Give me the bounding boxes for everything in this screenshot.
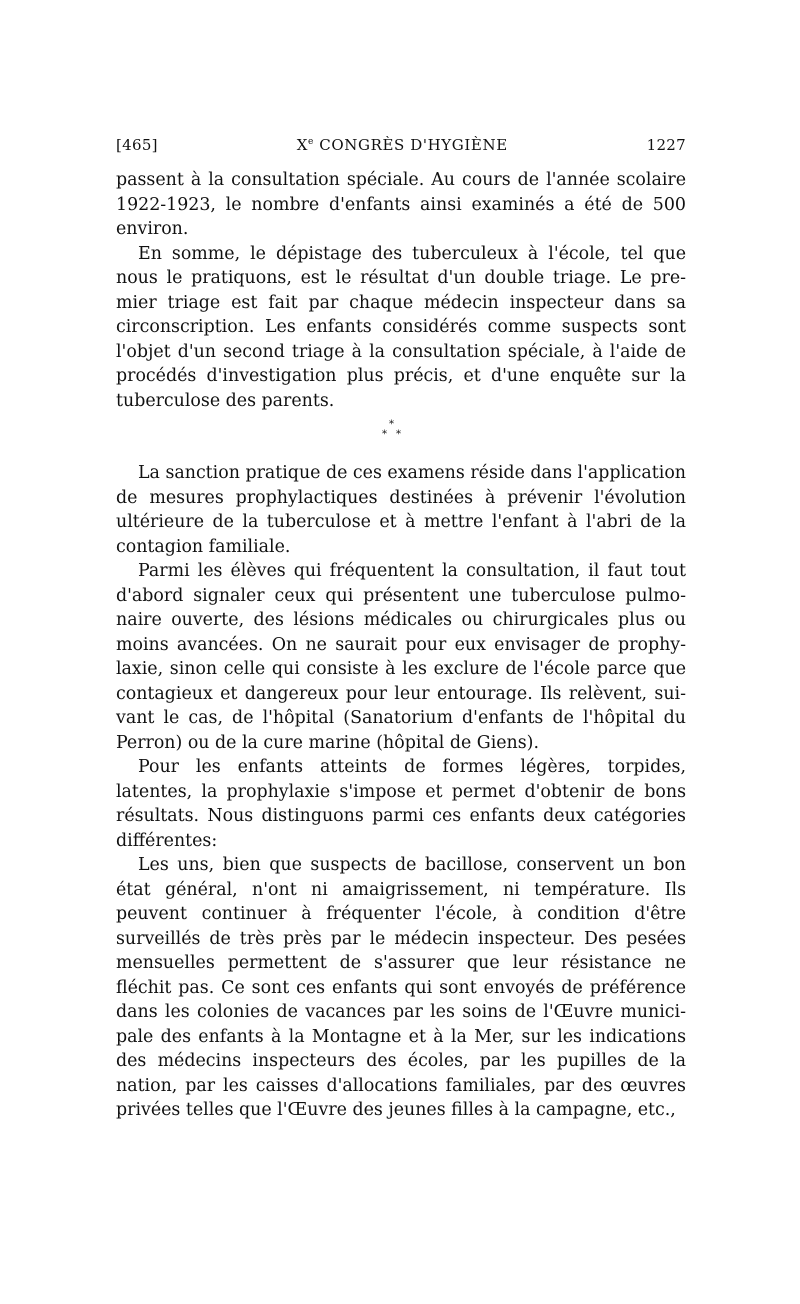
paragraph: Pour les enfants atteints de formes légères, torpides, latentes, la prophylaxie s'impose et permet d'obtenir de bons résultats. Nous distinguons parmi ces enfants deux catégories différentes: — [116, 757, 686, 851]
section-break-asterism — [116, 413, 686, 461]
paragraph: Parmi les élèves qui fréquentent la consultation, il faut tout d'abord signaler ceux qui présentent une tuberculose pulmonaire ouverte, des lésions médicales ou chirurgicales plus ou moins avancées. On ne saurait pour eux envisager de prophylaxie, sinon celle qui consiste à les exclure de l'école parce que contagieux et dangereux pour leur entourage. Ils relèvent, suivant le cas, de l'hôpital (Sanatorium d'enfants de l'hôpital du Perron) ou de la cure marine (hôpital de Giens). — [116, 561, 686, 753]
paragraph: La sanction pratique de ces examens réside dans l'application de mesures prophylactiques destinées à prévenir l'évolution ultérieure de la tuberculose et à mettre l'enfant à l'abri de la contagion familiale. — [116, 463, 686, 557]
paragraph: En somme, le dépistage des tuberculeux à l'école, tel que nous le pratiquons, est le résultat d'un double triage. Le premier triage est fait par chaque médecin inspecteur dans sa circonscription. Les enfants considérés comme suspects sont l'objet d'un second triage à la consultation spéciale, à l'aide de procédés d'investigation plus précis, et d'une enquête sur la tuberculose des parents. — [116, 243, 686, 411]
running-header — [116, 136, 686, 154]
body-text — [116, 168, 686, 1123]
book-page — [116, 136, 686, 1123]
page-number: 1227 — [646, 136, 686, 154]
running-title-prefix: X — [296, 136, 308, 154]
running-title — [297, 136, 508, 154]
asterism-star-left: * — [382, 429, 387, 440]
paragraph: Les uns, bien que suspects de bacillose, conservent un bon état général, n'ont ni amaigrissement, ni température. Ils peuvent continuer à fréquenter l'école, à condition d'être surveillés de très près par le médecin inspecteur. Des pesées mensuelles permettent de s'assurer que leur résistance ne fléchit pas. Ce sont ces enfants qui sont envoyés de préférence dans les colonies de vacances par les soins de l'Œuvre municipale des enfants à la Montagne et à la Mer, sur les indications des médecins inspecteurs des écoles, par les pupilles de la nation, par les caisses d'allocations familiales, par des œuvres privées telles que l'Œuvre des jeunes filles à la campagne, etc., — [116, 855, 686, 1120]
running-title-rest: CONGRÈS D'HYGIÈNE — [313, 136, 508, 154]
asterism-star-right: * — [396, 429, 401, 440]
asterism-star-top: * — [389, 419, 394, 430]
paragraph: passent à la consultation spéciale. Au cours de l'année scolaire 1922-1923, le nombre d'enfants ainsi examinés a été de 500 environ. — [116, 170, 686, 239]
running-title-sup: e — [308, 137, 314, 147]
page-reference: [465] — [116, 136, 158, 154]
